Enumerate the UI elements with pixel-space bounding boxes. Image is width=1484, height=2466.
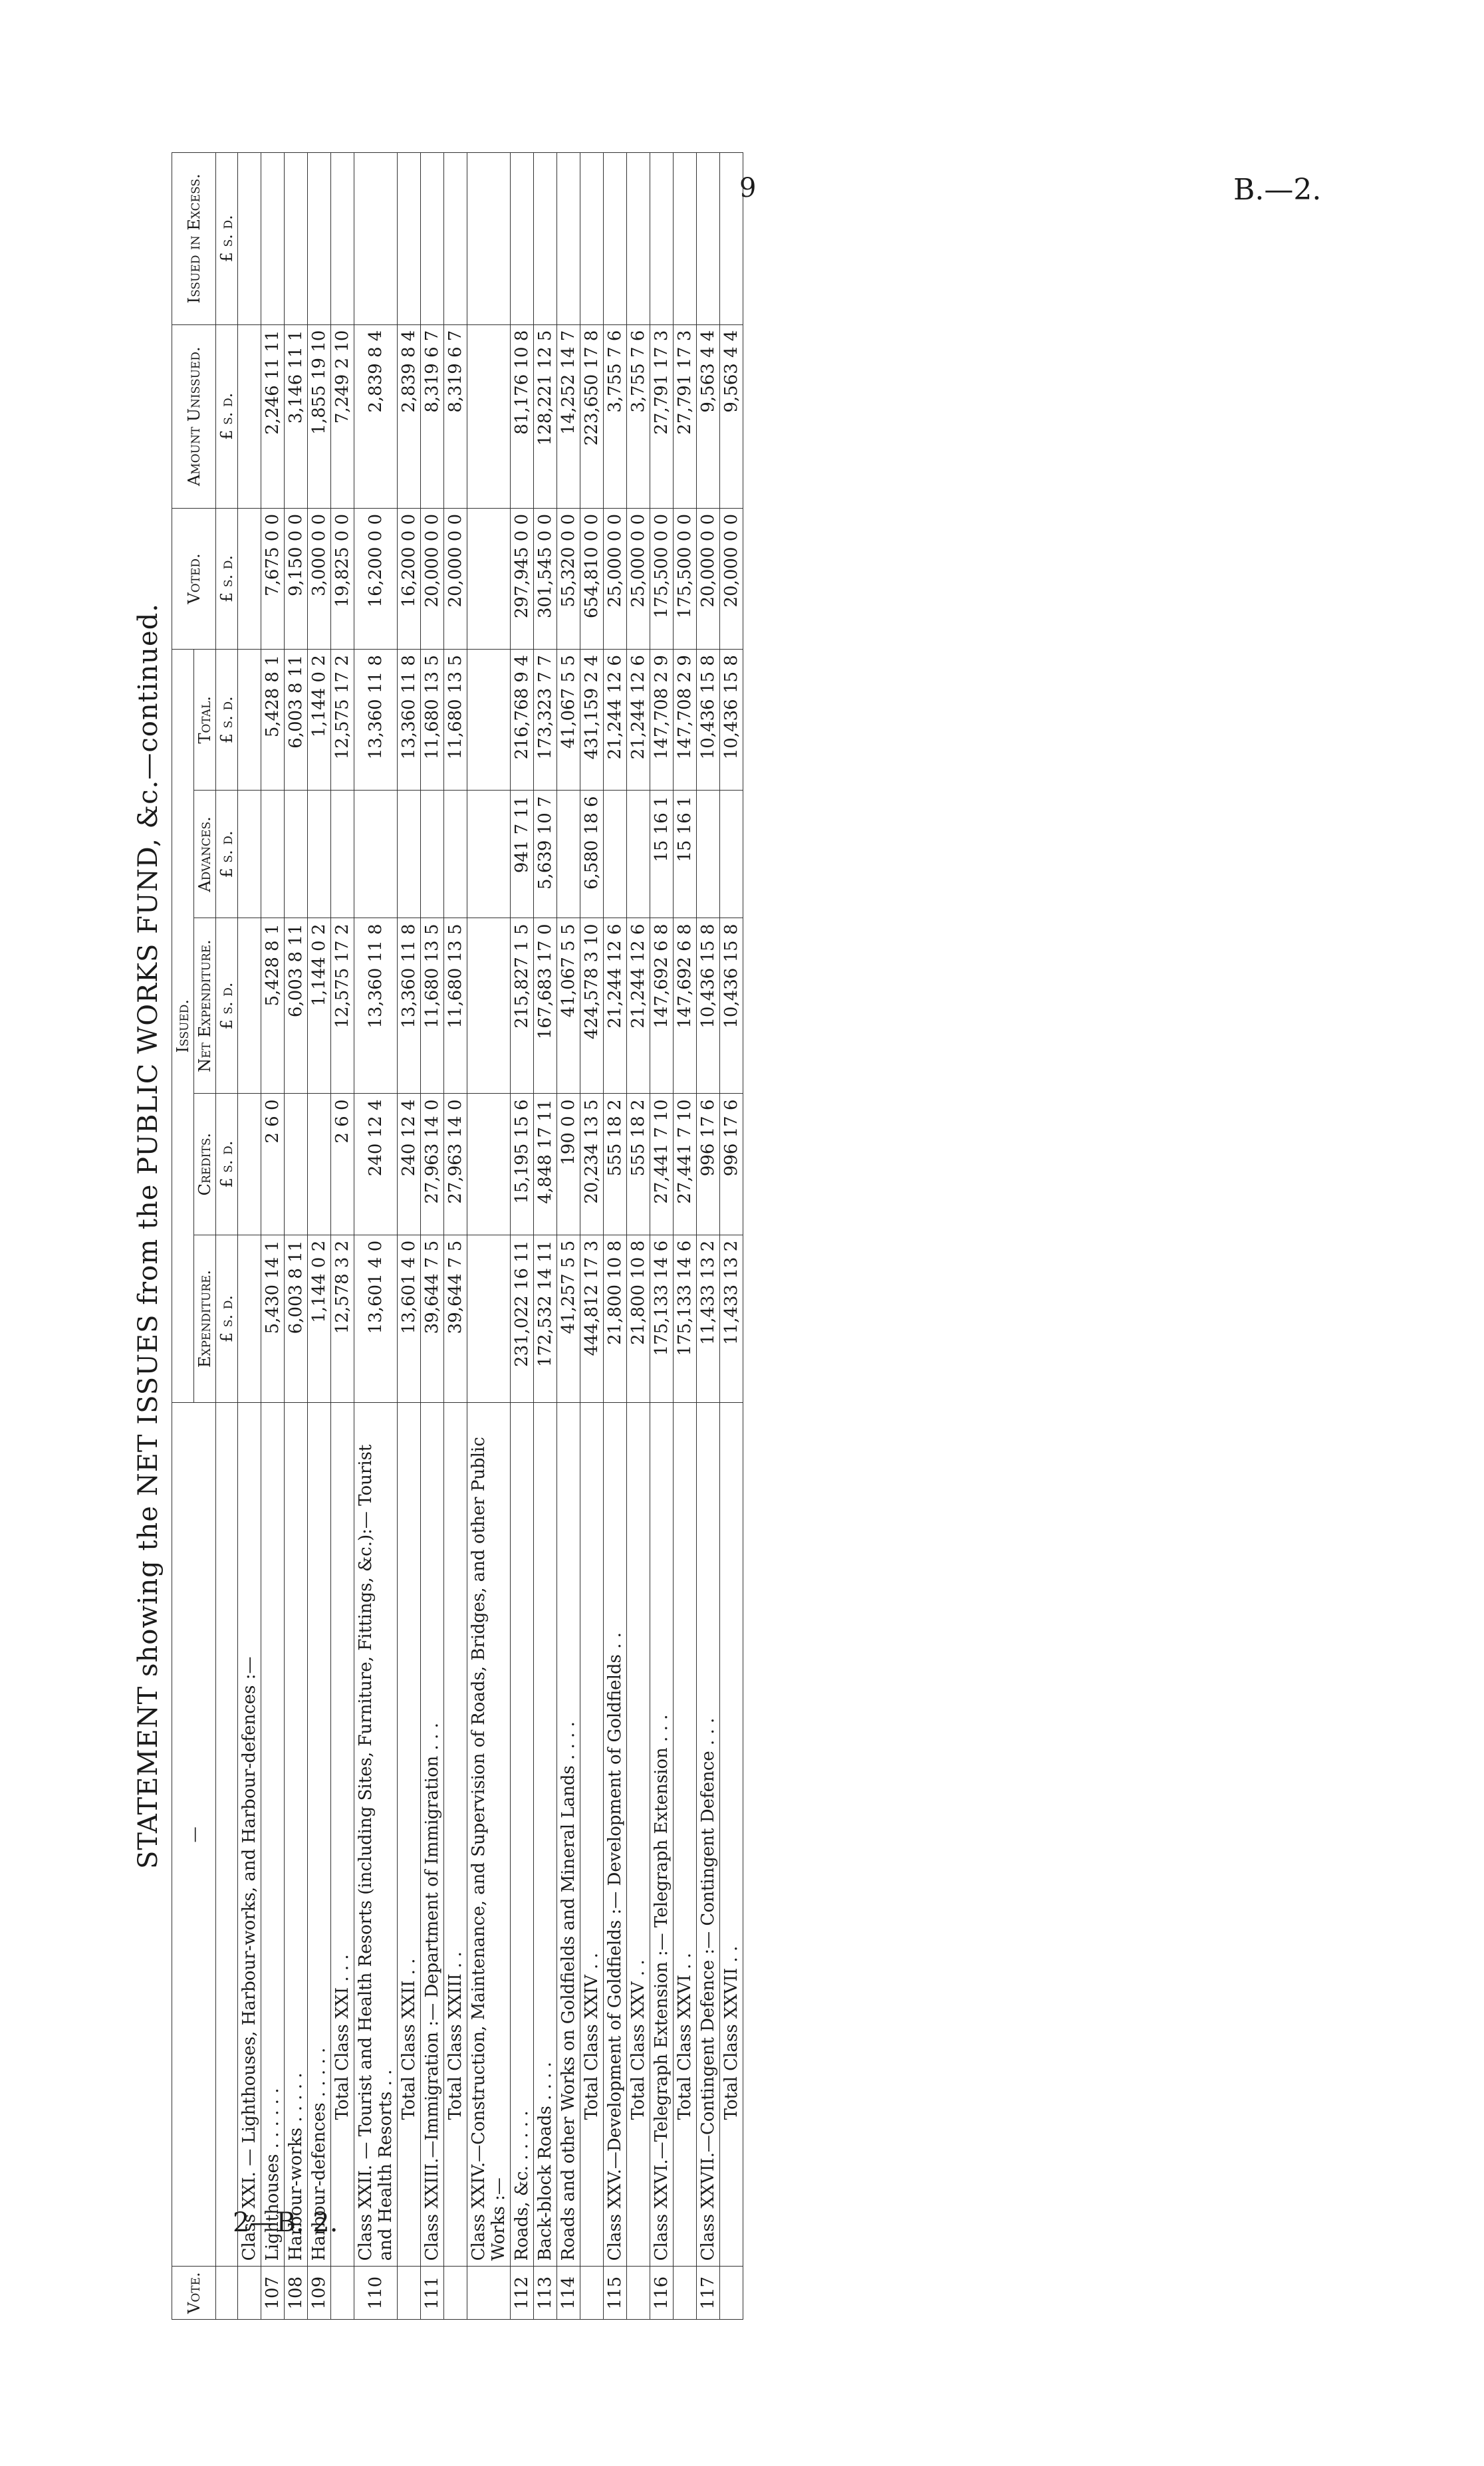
cell-exp: 13,601 4 0 xyxy=(398,1235,421,1403)
cell-net: 147,692 6 8 xyxy=(650,918,674,1094)
cell-unissued: 3,755 7 6 xyxy=(627,324,650,508)
cell-desc: Total Class XXVI . . xyxy=(674,1403,697,2267)
cell-voted: 175,500 0 0 xyxy=(650,508,674,649)
cell-exp: 175,133 14 6 xyxy=(674,1235,697,1403)
cell-excess xyxy=(308,153,331,325)
cell-vote: 115 xyxy=(604,2267,627,2320)
cell-excess xyxy=(398,153,421,325)
cell-adv xyxy=(421,791,444,918)
table-row xyxy=(557,153,580,2320)
table-row xyxy=(604,153,627,2320)
table-row xyxy=(261,153,285,2320)
cell-total xyxy=(467,650,511,791)
cell-exp: 231,022 16 11 xyxy=(511,1235,534,1403)
cell-net: 21,244 12 6 xyxy=(627,918,650,1094)
cell-total: 21,244 12 6 xyxy=(604,650,627,791)
cell-adv xyxy=(331,791,354,918)
cell-cred: 27,963 14 0 xyxy=(444,1094,467,1235)
cell-voted: 20,000 0 0 xyxy=(697,508,720,649)
cell-voted: 19,825 0 0 xyxy=(331,508,354,649)
col-credits: Credits. xyxy=(194,1094,216,1235)
lsd-label: £ s. d. xyxy=(216,1235,238,1403)
cell-excess xyxy=(627,153,650,325)
cell-exp: 1,144 0 2 xyxy=(308,1235,331,1403)
cell-vote: 111 xyxy=(421,2267,444,2320)
cell-vote xyxy=(444,2267,467,2320)
cell-unissued: 81,176 10 8 xyxy=(511,324,534,508)
cell-desc: Roads, &c. . . . . . xyxy=(511,1403,534,2267)
header-row-1 xyxy=(172,153,194,2320)
cell-exp: 13,601 4 0 xyxy=(354,1235,398,1403)
cell-unissued: 8,319 6 7 xyxy=(421,324,444,508)
col-amount-unissued: Amount Unissued. xyxy=(172,324,216,508)
cell-exp: 12,578 3 2 xyxy=(331,1235,354,1403)
cell-vote xyxy=(720,2267,743,2320)
cell-exp: 6,003 8 11 xyxy=(285,1235,308,1403)
cell-exp: 11,433 13 2 xyxy=(720,1235,743,1403)
cell-adv xyxy=(308,791,331,918)
cell-adv: 15 16 1 xyxy=(674,791,697,918)
cell-excess xyxy=(720,153,743,325)
cell-desc: Lighthouses . . . . . . xyxy=(261,1403,285,2267)
lsd-label: £ s. d. xyxy=(216,918,238,1094)
cell-cred: 996 17 6 xyxy=(720,1094,743,1235)
cell-voted: 9,150 0 0 xyxy=(285,508,308,649)
cell-excess xyxy=(285,153,308,325)
cell-voted: 297,945 0 0 xyxy=(511,508,534,649)
col-advances: Advances. xyxy=(194,791,216,918)
col-total: Total. xyxy=(194,650,216,791)
cell-vote: 116 xyxy=(650,2267,674,2320)
cell-net: 215,827 1 5 xyxy=(511,918,534,1094)
cell-adv: 941 7 11 xyxy=(511,791,534,918)
cell-net: 424,578 3 10 xyxy=(580,918,604,1094)
table-row xyxy=(650,153,674,2320)
cell-desc: Roads and other Works on Goldfields and Mineral Lands . . . . xyxy=(557,1403,580,2267)
cell-voted: 301,545 0 0 xyxy=(534,508,557,649)
net-issues-table xyxy=(172,152,743,2320)
cell-net: 12,575 17 2 xyxy=(331,918,354,1094)
cell-voted: 175,500 0 0 xyxy=(674,508,697,649)
cell-unissued: 2,246 11 11 xyxy=(261,324,285,508)
total-row xyxy=(720,153,743,2320)
table-row xyxy=(511,153,534,2320)
cell-desc: Class XXIII.—Immigration :— Department of Immigration . . . xyxy=(421,1403,444,2267)
cell-excess xyxy=(261,153,285,325)
cell-net: 13,360 11 8 xyxy=(354,918,398,1094)
cell-excess xyxy=(534,153,557,325)
col-vote: Vote. xyxy=(172,2267,216,2320)
cell-unissued: 7,249 2 10 xyxy=(331,324,354,508)
cell-desc: Total Class XXIV . . xyxy=(580,1403,604,2267)
cell-exp: 41,257 5 5 xyxy=(557,1235,580,1403)
cell-cred: 27,441 7 10 xyxy=(650,1094,674,1235)
cell-excess xyxy=(580,153,604,325)
cell-cred: 15,195 15 6 xyxy=(511,1094,534,1235)
col-description: — xyxy=(172,1403,216,2267)
cell-voted xyxy=(238,508,261,649)
cell-adv xyxy=(604,791,627,918)
cell-cred: 240 12 4 xyxy=(354,1094,398,1235)
cell-net xyxy=(238,918,261,1094)
col-issued-group: Issued. xyxy=(172,650,194,1403)
cell-cred: 20,234 13 5 xyxy=(580,1094,604,1235)
cell-adv xyxy=(238,791,261,918)
cell-total: 10,436 15 8 xyxy=(697,650,720,791)
cell-cred: 190 0 0 xyxy=(557,1094,580,1235)
cell-voted: 20,000 0 0 xyxy=(444,508,467,649)
cell-cred: 996 17 6 xyxy=(697,1094,720,1235)
cell-adv: 15 16 1 xyxy=(650,791,674,918)
cell-unissued: 2,839 8 4 xyxy=(354,324,398,508)
cell-adv xyxy=(557,791,580,918)
cell-cred xyxy=(285,1094,308,1235)
cell-voted: 16,200 0 0 xyxy=(354,508,398,649)
lsd-label: £ s. d. xyxy=(216,650,238,791)
signature-mark: 2—B. 2. xyxy=(233,2207,338,2238)
cell-vote xyxy=(238,2267,261,2320)
cell-unissued: 9,563 4 4 xyxy=(720,324,743,508)
table-row xyxy=(238,153,261,2320)
cell-voted: 20,000 0 0 xyxy=(720,508,743,649)
table-row xyxy=(697,153,720,2320)
cell-total: 216,768 9 4 xyxy=(511,650,534,791)
cell-cred xyxy=(238,1094,261,1235)
cell-desc: Total Class XXIII . . xyxy=(444,1403,467,2267)
cell-desc: Class XXV.—Development of Goldfields :— Development of Goldfields . . xyxy=(604,1403,627,2267)
cell-cred xyxy=(467,1094,511,1235)
cell-total: 10,436 15 8 xyxy=(720,650,743,791)
cell-exp: 11,433 13 2 xyxy=(697,1235,720,1403)
cell-unissued: 9,563 4 4 xyxy=(697,324,720,508)
cell-net: 147,692 6 8 xyxy=(674,918,697,1094)
cell-total: 1,144 0 2 xyxy=(308,650,331,791)
cell-vote xyxy=(580,2267,604,2320)
cell-exp: 175,133 14 6 xyxy=(650,1235,674,1403)
cell-cred: 27,441 7 10 xyxy=(674,1094,697,1235)
col-expenditure: Expenditure. xyxy=(194,1235,216,1403)
page-number: 9 xyxy=(739,173,757,203)
cell-voted: 25,000 0 0 xyxy=(604,508,627,649)
cell-total: 147,708 2 9 xyxy=(650,650,674,791)
cell-exp xyxy=(467,1235,511,1403)
currency-row xyxy=(216,153,238,2320)
cell-total: 431,159 2 4 xyxy=(580,650,604,791)
lsd-label: £ s. d. xyxy=(216,791,238,918)
cell-excess xyxy=(238,153,261,325)
cell-total: 13,360 11 8 xyxy=(354,650,398,791)
total-row xyxy=(627,153,650,2320)
cell-total: 12,575 17 2 xyxy=(331,650,354,791)
table-row xyxy=(534,153,557,2320)
cell-voted: 654,810 0 0 xyxy=(580,508,604,649)
table-body xyxy=(238,153,743,2320)
lsd-label: £ s. d. xyxy=(216,153,238,325)
total-row xyxy=(580,153,604,2320)
cell-cred: 27,963 14 0 xyxy=(421,1094,444,1235)
lsd-label: £ s. d. xyxy=(216,1094,238,1235)
cell-vote xyxy=(627,2267,650,2320)
cell-unissued: 223,650 17 8 xyxy=(580,324,604,508)
cell-exp: 444,812 17 3 xyxy=(580,1235,604,1403)
cell-excess xyxy=(354,153,398,325)
cell-vote: 108 xyxy=(285,2267,308,2320)
cell-unissued: 2,839 8 4 xyxy=(398,324,421,508)
cell-unissued: 27,791 17 3 xyxy=(674,324,697,508)
cell-voted: 25,000 0 0 xyxy=(627,508,650,649)
cell-exp: 21,800 10 8 xyxy=(604,1235,627,1403)
cell-adv xyxy=(444,791,467,918)
cell-excess xyxy=(421,153,444,325)
table-row xyxy=(467,153,511,2320)
cell-net xyxy=(467,918,511,1094)
cell-net: 41,067 5 5 xyxy=(557,918,580,1094)
statement-title: STATEMENT showing the NET ISSUES from the PUBLIC WORKS FUND, &c.—continued. xyxy=(133,602,164,1870)
cell-unissued: 3,755 7 6 xyxy=(604,324,627,508)
cell-exp: 5,430 14 1 xyxy=(261,1235,285,1403)
cell-excess xyxy=(511,153,534,325)
cell-desc: Class XXVI.—Telegraph Extension :— Telegraph Extension . . . xyxy=(650,1403,674,2267)
total-row xyxy=(398,153,421,2320)
cell-voted: 7,675 0 0 xyxy=(261,508,285,649)
cell-vote: 113 xyxy=(534,2267,557,2320)
cell-adv: 5,639 10 7 xyxy=(534,791,557,918)
cell-exp: 39,644 7 5 xyxy=(444,1235,467,1403)
cell-net: 5,428 8 1 xyxy=(261,918,285,1094)
cell-net: 10,436 15 8 xyxy=(720,918,743,1094)
cell-cred: 2 6 0 xyxy=(331,1094,354,1235)
cell-exp: 21,800 10 8 xyxy=(627,1235,650,1403)
cell-vote: 114 xyxy=(557,2267,580,2320)
table-row xyxy=(354,153,398,2320)
cell-adv: 6,580 18 6 xyxy=(580,791,604,918)
cell-excess xyxy=(674,153,697,325)
cell-cred: 555 18 2 xyxy=(604,1094,627,1235)
cell-excess xyxy=(444,153,467,325)
cell-total: 41,067 5 5 xyxy=(557,650,580,791)
lsd-label: £ s. d. xyxy=(216,508,238,649)
col-net-expenditure: Net Expenditure. xyxy=(194,918,216,1094)
cell-excess xyxy=(697,153,720,325)
cell-adv xyxy=(261,791,285,918)
cell-unissued: 128,221 12 5 xyxy=(534,324,557,508)
cell-vote xyxy=(467,2267,511,2320)
cell-cred: 4,848 17 11 xyxy=(534,1094,557,1235)
cell-voted: 16,200 0 0 xyxy=(398,508,421,649)
cell-vote: 117 xyxy=(697,2267,720,2320)
cell-unissued: 8,319 6 7 xyxy=(444,324,467,508)
cell-desc: Class XXII. — Tourist and Health Resorts (including Sites, Furniture, Fittings, &c.):— Tourist and Health Resorts . . xyxy=(354,1403,398,2267)
cell-adv xyxy=(398,791,421,918)
cell-unissued: 3,146 11 1 xyxy=(285,324,308,508)
cell-total: 21,244 12 6 xyxy=(627,650,650,791)
col-issued-in-excess: Issued in Excess. xyxy=(172,153,216,325)
cell-net: 1,144 0 2 xyxy=(308,918,331,1094)
cell-vote: 107 xyxy=(261,2267,285,2320)
col-voted: Voted. xyxy=(172,508,216,649)
cell-vote: 110 xyxy=(354,2267,398,2320)
cell-cred: 2 6 0 xyxy=(261,1094,285,1235)
cell-desc: Class XXIV.—Construction, Maintenance, and Supervision of Roads, Bridges, and other Public Works :— xyxy=(467,1403,511,2267)
cell-vote xyxy=(674,2267,697,2320)
table-row xyxy=(421,153,444,2320)
cell-net: 13,360 11 8 xyxy=(398,918,421,1094)
cell-total: 147,708 2 9 xyxy=(674,650,697,791)
table-row xyxy=(285,153,308,2320)
cell-total: 173,323 7 7 xyxy=(534,650,557,791)
cell-excess xyxy=(467,153,511,325)
cell-excess xyxy=(650,153,674,325)
cell-vote xyxy=(331,2267,354,2320)
cell-desc: Harbour-works . . . . . xyxy=(285,1403,308,2267)
cell-cred: 555 18 2 xyxy=(627,1094,650,1235)
cell-desc: Total Class XXV . . xyxy=(627,1403,650,2267)
cell-adv xyxy=(720,791,743,918)
cell-exp: 172,532 14 11 xyxy=(534,1235,557,1403)
cell-voted: 3,000 0 0 xyxy=(308,508,331,649)
cell-net: 21,244 12 6 xyxy=(604,918,627,1094)
cell-total: 11,680 13 5 xyxy=(421,650,444,791)
table-row xyxy=(308,153,331,2320)
cell-unissued: 14,252 14 7 xyxy=(557,324,580,508)
cell-desc: Harbour-defences . . . . . xyxy=(308,1403,331,2267)
cell-excess xyxy=(604,153,627,325)
cell-total xyxy=(238,650,261,791)
cell-vote: 112 xyxy=(511,2267,534,2320)
cell-desc: Class XXVII.—Contingent Defence :— Contingent Defence . . . xyxy=(697,1403,720,2267)
cell-voted: 20,000 0 0 xyxy=(421,508,444,649)
total-row xyxy=(444,153,467,2320)
cell-unissued: 27,791 17 3 xyxy=(650,324,674,508)
cell-unissued: 1,855 19 10 xyxy=(308,324,331,508)
cell-exp xyxy=(238,1235,261,1403)
cell-adv xyxy=(285,791,308,918)
document-code: B.—2. xyxy=(1233,173,1322,207)
cell-adv xyxy=(467,791,511,918)
cell-net: 11,680 13 5 xyxy=(421,918,444,1094)
cell-cred xyxy=(308,1094,331,1235)
cell-voted: 55,320 0 0 xyxy=(557,508,580,649)
cell-vote: 109 xyxy=(308,2267,331,2320)
cell-voted xyxy=(467,508,511,649)
cell-total: 5,428 8 1 xyxy=(261,650,285,791)
cell-net: 11,680 13 5 xyxy=(444,918,467,1094)
cell-desc: Class XXI. — Lighthouses, Harbour-works, and Harbour-defences :— xyxy=(238,1403,261,2267)
cell-excess xyxy=(557,153,580,325)
total-row xyxy=(331,153,354,2320)
cell-total: 6,003 8 11 xyxy=(285,650,308,791)
cell-net: 6,003 8 11 xyxy=(285,918,308,1094)
lsd-label: £ s. d. xyxy=(216,324,238,508)
cell-cred: 240 12 4 xyxy=(398,1094,421,1235)
cell-total: 13,360 11 8 xyxy=(398,650,421,791)
cell-adv xyxy=(697,791,720,918)
cell-desc: Total Class XXII . . xyxy=(398,1403,421,2267)
cell-exp: 39,644 7 5 xyxy=(421,1235,444,1403)
cell-adv xyxy=(354,791,398,918)
cell-unissued xyxy=(467,324,511,508)
cell-vote xyxy=(398,2267,421,2320)
cell-unissued xyxy=(238,324,261,508)
cell-desc: Total Class XXVII . . xyxy=(720,1403,743,2267)
cell-desc: Back-block Roads . . . . xyxy=(534,1403,557,2267)
cell-excess xyxy=(331,153,354,325)
total-row xyxy=(674,153,697,2320)
cell-net: 10,436 15 8 xyxy=(697,918,720,1094)
cell-total: 11,680 13 5 xyxy=(444,650,467,791)
cell-net: 167,683 17 0 xyxy=(534,918,557,1094)
cell-adv xyxy=(627,791,650,918)
cell-desc: Total Class XXI . . . xyxy=(331,1403,354,2267)
